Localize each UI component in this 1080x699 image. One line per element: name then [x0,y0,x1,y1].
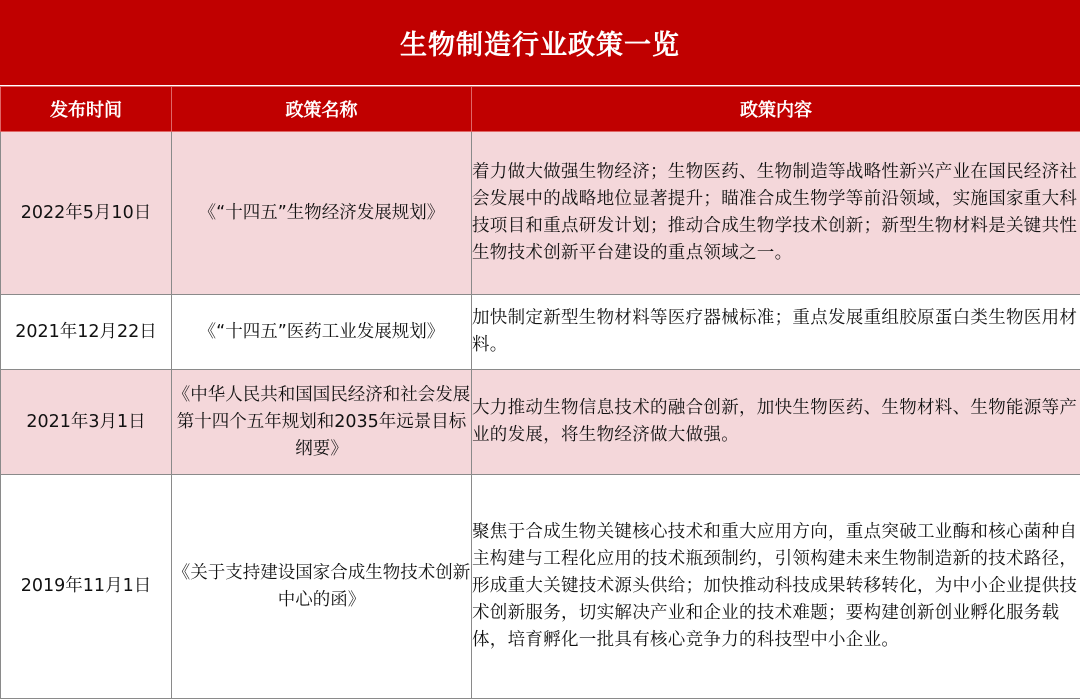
table-header-row [1,87,1080,132]
column-header-content: 政策内容 [472,87,1080,132]
table-row [1,295,1080,370]
row-date: 2021年12月22日 [1,295,172,370]
page-title: 生物制造行业政策一览 [0,0,1080,86]
table-row [1,370,1080,475]
row-date: 2019年11月1日 [1,475,172,699]
row-policy-name: 《关于支持建设国家合成生物技术创新中心的函》 [172,475,472,699]
row-policy-content: 大力推动生物信息技术的融合创新，加快生物医药、生物材料、生物能源等产业的发展，将生物经济做大做强。 [472,370,1080,475]
row-date: 2022年5月10日 [1,132,172,295]
row-date: 2021年3月1日 [1,370,172,475]
column-header-name: 政策名称 [172,87,472,132]
row-policy-content: 加快制定新型生物材料等医疗器械标准；重点发展重组胶原蛋白类生物医用材料。 [472,295,1080,370]
policy-table [0,86,1080,699]
table-row [1,132,1080,295]
column-header-date: 发布时间 [1,87,172,132]
row-policy-content: 聚焦于合成生物关键核心技术和重大应用方向，重点突破工业酶和核心菌种自主构建与工程化应用的技术瓶颈制约，引领构建未来生物制造新的技术路径，形成重大关键技术源头供给；加快推动科技成果转移转化，为中小企业提供技术创新服务，切实解决产业和企业的技术难题；要构建创新创业孵化服务载体，培育孵化一批具有核心竞争力的科技型中小企业。 [472,475,1080,699]
row-policy-name: 《中华人民共和国国民经济和社会发展第十四个五年规划和2035年远景目标纲要》 [172,370,472,475]
row-policy-content: 着力做大做强生物经济；生物医药、生物制造等战略性新兴产业在国民经济社会发展中的战略地位显著提升；瞄准合成生物学等前沿领域，实施国家重大科技项目和重点研发计划；推动合成生物学技术创新；新型生物材料是关键共性生物技术创新平台建设的重点领域之一。 [472,132,1080,295]
row-policy-name: 《“十四五”生物经济发展规划》 [172,132,472,295]
row-policy-name: 《“十四五”医药工业发展规划》 [172,295,472,370]
table-row [1,475,1080,699]
